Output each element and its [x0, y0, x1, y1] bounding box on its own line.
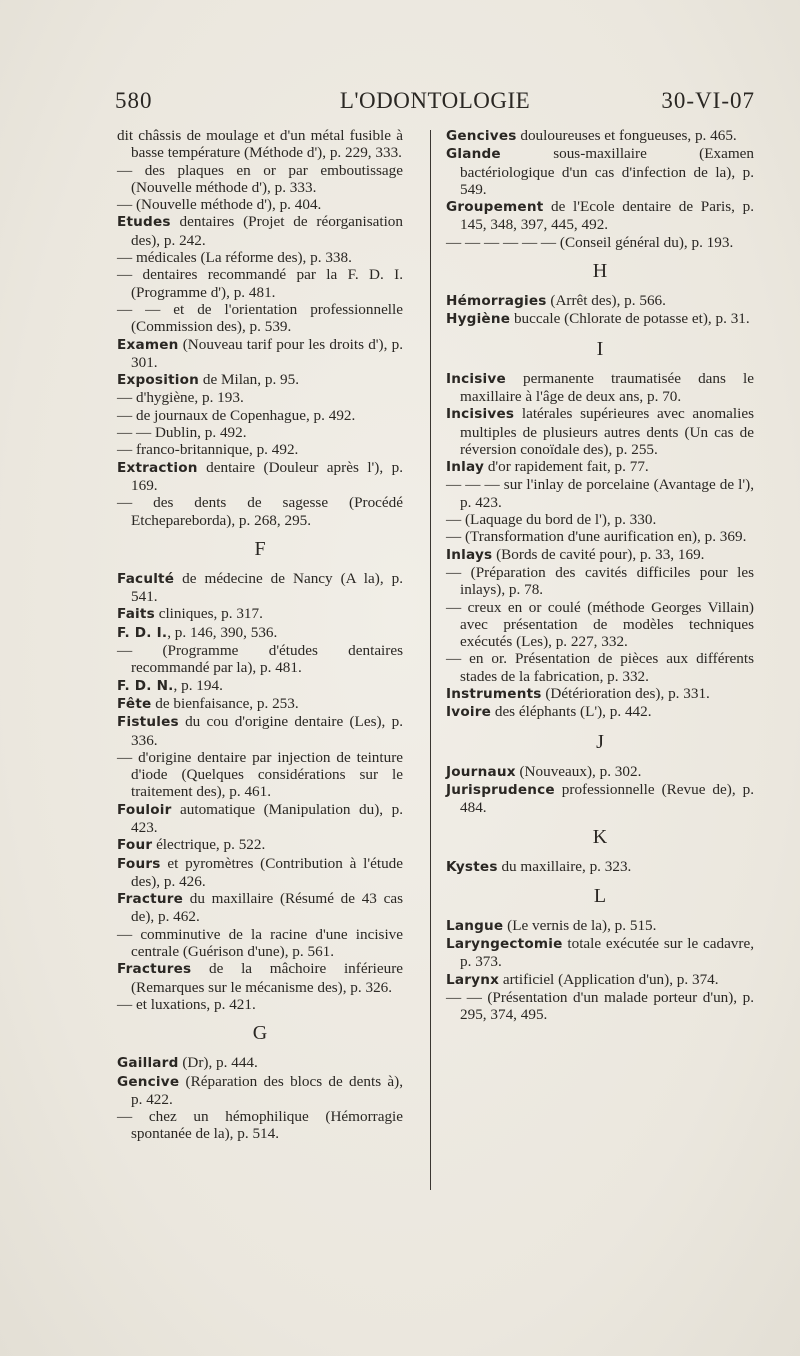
index-entry: [117, 570, 403, 606]
index-entry: [446, 650, 754, 685]
entry-text: — (Programme d'études dentaires recommandé par la), p. 481.: [117, 642, 403, 677]
index-column-left: [117, 127, 403, 1143]
index-entry: [117, 336, 403, 372]
column-divider: [430, 130, 431, 1190]
entry-headword: Exposition: [117, 372, 200, 389]
entry-text: de bienfaisance, p. 253.: [151, 694, 299, 712]
index-entry: [117, 266, 403, 301]
entry-text: de l'Ecole dentaire de Paris, p. 145, 348, 397, 445, 492.: [460, 198, 754, 234]
entry-headword: Gencives: [446, 128, 517, 144]
index-entry: [446, 546, 754, 564]
index-entry: [117, 389, 403, 406]
section-letter: J: [596, 730, 604, 753]
index-entry: [446, 405, 754, 458]
index-entry: [446, 599, 754, 651]
index-entry: [117, 996, 403, 1013]
index-entry: [117, 249, 403, 266]
entry-text: , p. 146, 390, 536.: [167, 623, 278, 641]
entry-headword: Larynx: [446, 971, 500, 988]
index-entry: [446, 234, 754, 251]
entry-text: — chez un hémophilique (Hémorragie spontanée de la), p. 514.: [117, 1108, 403, 1143]
index-entry: [117, 494, 403, 529]
entry-headword: Etudes: [117, 214, 171, 231]
entry-text: — — — — — — (Conseil général du), p. 193.: [446, 233, 734, 251]
entry-text: — — Dublin, p. 492.: [117, 424, 247, 442]
entry-text: (Réparation des blocs de dents à), p. 422.: [131, 1072, 403, 1108]
entry-headword: Laryngectomie: [446, 936, 563, 953]
index-entry: [117, 459, 403, 495]
index-entry: [117, 1073, 403, 1109]
entry-headword: Incisives: [446, 406, 515, 423]
index-entry: [117, 836, 403, 854]
index-entry: [446, 528, 754, 545]
index-entry: [446, 145, 754, 198]
entry-text: du maxillaire (Résumé de 43 cas de), p. 462.: [131, 890, 403, 926]
index-entry: [117, 213, 403, 249]
index-entry: [117, 624, 403, 642]
entry-text: — — et de l'orientation professionnelle (Commission des), p. 539.: [117, 300, 403, 336]
entry-text: des éléphants (L'), p. 442.: [491, 703, 652, 721]
index-entry: [446, 564, 754, 599]
entry-headword: F. D. N.: [117, 677, 174, 694]
entry-text: sous-maxillaire (Examen bactériologique d'un cas d'infection de la), p. 549.: [460, 145, 754, 198]
index-entry: [117, 642, 403, 677]
entry-text: (Bords de cavité pour), p. 33, 169.: [492, 545, 705, 563]
index-entry: [446, 310, 754, 328]
entry-headword: Fractures: [117, 961, 192, 978]
entry-headword: Gencive: [117, 1073, 180, 1090]
index-entry: [117, 371, 403, 389]
entry-text: — d'hygiène, p. 193.: [117, 389, 244, 407]
entry-headword: Extraction: [117, 459, 198, 476]
entry-text: — des plaques en or par emboutissage (Nouvelle méthode d'), p. 333.: [117, 161, 403, 196]
issue-date: 30-VI-07: [661, 88, 755, 113]
entry-text: — franco-britannique, p. 492.: [117, 441, 299, 459]
index-entry: [446, 198, 754, 234]
index-entry: [446, 476, 754, 511]
entry-text: automatique (Manipulation du), p. 423.: [131, 800, 403, 836]
entry-text: — — (Présentation d'un malade porteur d'un), p. 295, 374, 495.: [446, 988, 754, 1024]
entry-text: , p. 194.: [173, 676, 223, 694]
index-entry: [117, 926, 403, 961]
journal-title: L'ODONTOLOGIE: [339, 88, 531, 113]
index-entry: [117, 855, 403, 891]
index-column-right: [446, 127, 754, 1024]
entry-headword: Fête: [117, 695, 152, 712]
entry-headword: Inlays: [446, 546, 493, 563]
entry-text: (Dr), p. 444.: [178, 1054, 258, 1072]
entry-text: — en or. Présentation de pièces aux différents stades de la fabrication, p. 332.: [446, 650, 754, 685]
entry-text: — — — sur l'inlay de porcelaine (Avantage de l'), p. 423.: [446, 476, 754, 511]
entry-headword: Fracture: [117, 891, 184, 908]
entry-headword: Fistules: [117, 714, 179, 731]
entry-text: du cou d'origine dentaire (Les), p. 336.: [131, 713, 403, 749]
entry-headword: F. D. I.: [117, 624, 168, 641]
entry-text: latérales supérieures avec anomalies multiples de plusieurs autres dents (Un cas de réversion conoïdale des), p. 255.: [460, 405, 754, 458]
entry-text: dentaire (Douleur après l'), p. 169.: [131, 458, 403, 494]
entry-text: du maxillaire, p. 323.: [497, 857, 632, 875]
section-letter: I: [596, 337, 604, 360]
index-entry: [117, 441, 403, 458]
entry-text: — (Préparation des cavités difficiles pour les inlays), p. 78.: [446, 563, 754, 599]
index-entry: [446, 458, 754, 476]
entry-headword: Kystes: [446, 858, 498, 875]
entry-text: — des dents de sagesse (Procédé Etchepareborda), p. 268, 295.: [117, 494, 403, 529]
index-entry: [117, 960, 403, 996]
entry-headword: Ivoire: [446, 704, 492, 721]
index-entry: [117, 196, 403, 213]
entry-text: — médicales (La réforme des), p. 338.: [117, 249, 352, 267]
entry-text: — (Transformation d'une aurification en), p. 369.: [446, 528, 747, 546]
entry-text: (Nouveaux), p. 302.: [515, 762, 642, 780]
entry-headword: Four: [117, 837, 153, 854]
entry-headword: Faculté: [117, 570, 175, 587]
entry-headword: Groupement: [446, 199, 544, 216]
running-header: [115, 88, 755, 120]
index-entry: [117, 424, 403, 441]
section-letter: L: [593, 884, 607, 907]
index-entry: [446, 989, 754, 1024]
index-entry: [117, 127, 403, 162]
entry-text: (Nouveau tarif pour les droits d'), p. 301.: [131, 335, 403, 371]
index-entry: [117, 713, 403, 749]
index-entry: [117, 1054, 403, 1072]
index-entry: [117, 605, 403, 623]
entry-text: totale exécutée sur le cadavre, p. 373.: [460, 935, 754, 971]
entry-text: (Le vernis de la), p. 515.: [503, 916, 657, 934]
entry-text: cliniques, p. 317.: [154, 605, 263, 623]
entry-headword: Glande: [446, 146, 501, 163]
entry-headword: Fours: [117, 855, 161, 872]
section-letter: H: [592, 260, 608, 283]
entry-headword: Langue: [446, 917, 504, 934]
entry-text: — comminutive de la racine d'une incisive centrale (Guérison d'une), p. 561.: [117, 925, 403, 961]
entry-text: de médecine de Nancy (A la), p. 541.: [131, 569, 403, 606]
entry-headword: Fouloir: [117, 801, 172, 818]
section-letter: F: [254, 537, 266, 560]
entry-text: buccale (Chlorate de potasse et), p. 31.: [510, 310, 750, 328]
entry-text: et pyromètres (Contribution à l'étude des), p. 426.: [131, 854, 403, 890]
index-entry: [446, 763, 754, 781]
index-entry: [446, 781, 754, 817]
entry-text: électrique, p. 522.: [152, 836, 266, 854]
entry-headword: Incisive: [446, 370, 506, 387]
entry-text: professionnelle (Revue de), p. 484.: [460, 780, 754, 817]
entry-text: — dentaires recommandé par la F. D. I. (Programme d'), p. 481.: [117, 266, 403, 301]
index-entry: [446, 971, 754, 989]
section-letter: G: [252, 1022, 268, 1045]
index-entry: [117, 749, 403, 801]
entry-text: dit châssis de moulage et d'un métal fusible à basse température (Méthode d'), p. 229, 333.: [117, 127, 403, 162]
entry-text: permanente traumatisée dans le maxillaire à l'âge de deux ans, p. 70.: [460, 369, 754, 405]
section-letter: K: [592, 825, 608, 848]
entry-headword: Journaux: [446, 763, 516, 780]
index-entry: [446, 292, 754, 310]
entry-text: dentaires (Projet de réorganisation des), p. 242.: [131, 213, 403, 249]
index-entry: [117, 890, 403, 926]
entry-text: d'or rapidement fait, p. 77.: [484, 458, 649, 476]
entry-text: artificiel (Application d'un), p. 374.: [499, 970, 719, 988]
entry-text: de Milan, p. 95.: [199, 371, 300, 389]
index-entry: [446, 858, 754, 876]
index-entry: [446, 127, 754, 145]
index-entry: [117, 301, 403, 336]
index-entry: [446, 685, 754, 703]
index-entry: [446, 703, 754, 721]
entry-headword: Gaillard: [117, 1055, 179, 1072]
index-entry: [117, 1108, 403, 1143]
entry-text: — (Laquage du bord de l'), p. 330.: [446, 511, 657, 529]
entry-text: — d'origine dentaire par injection de teinture d'iode (Quelques considérations sur le traitement des), p. 461.: [117, 748, 403, 801]
index-entry: [117, 677, 403, 695]
index-entry: [446, 511, 754, 528]
entry-headword: Jurisprudence: [446, 781, 555, 798]
entry-text: de la mâchoire inférieure (Remarques sur le mécanisme des), p. 326.: [131, 960, 403, 996]
entry-text: — et luxations, p. 421.: [117, 995, 256, 1013]
index-entry: [117, 162, 403, 197]
page-number: 580: [115, 88, 153, 113]
entry-headword: Instruments: [446, 686, 542, 703]
entry-text: — (Nouvelle méthode d'), p. 404.: [117, 196, 322, 214]
entry-headword: Faits: [117, 606, 155, 623]
entry-headword: Examen: [117, 336, 179, 353]
entry-text: (Détérioration des), p. 331.: [541, 685, 710, 703]
entry-text: (Arrêt des), p. 566.: [546, 292, 666, 310]
entry-text: — creux en or coulé (méthode Georges Villain) avec présentation de modèles techniques exécutés (Les), p. 227, 332.: [446, 598, 754, 651]
entry-text: douloureuses et fongueuses, p. 465.: [516, 127, 737, 144]
entry-headword: Hygiène: [446, 311, 511, 328]
entry-text: — de journaux de Copenhague, p. 492.: [117, 406, 356, 424]
entry-headword: Hémorragies: [446, 293, 547, 310]
index-entry: [117, 695, 403, 713]
index-entry: [446, 370, 754, 406]
index-entry: [117, 801, 403, 837]
index-entry: [446, 935, 754, 971]
entry-headword: Inlay: [446, 459, 485, 476]
index-entry: [446, 917, 754, 935]
index-entry: [117, 407, 403, 424]
